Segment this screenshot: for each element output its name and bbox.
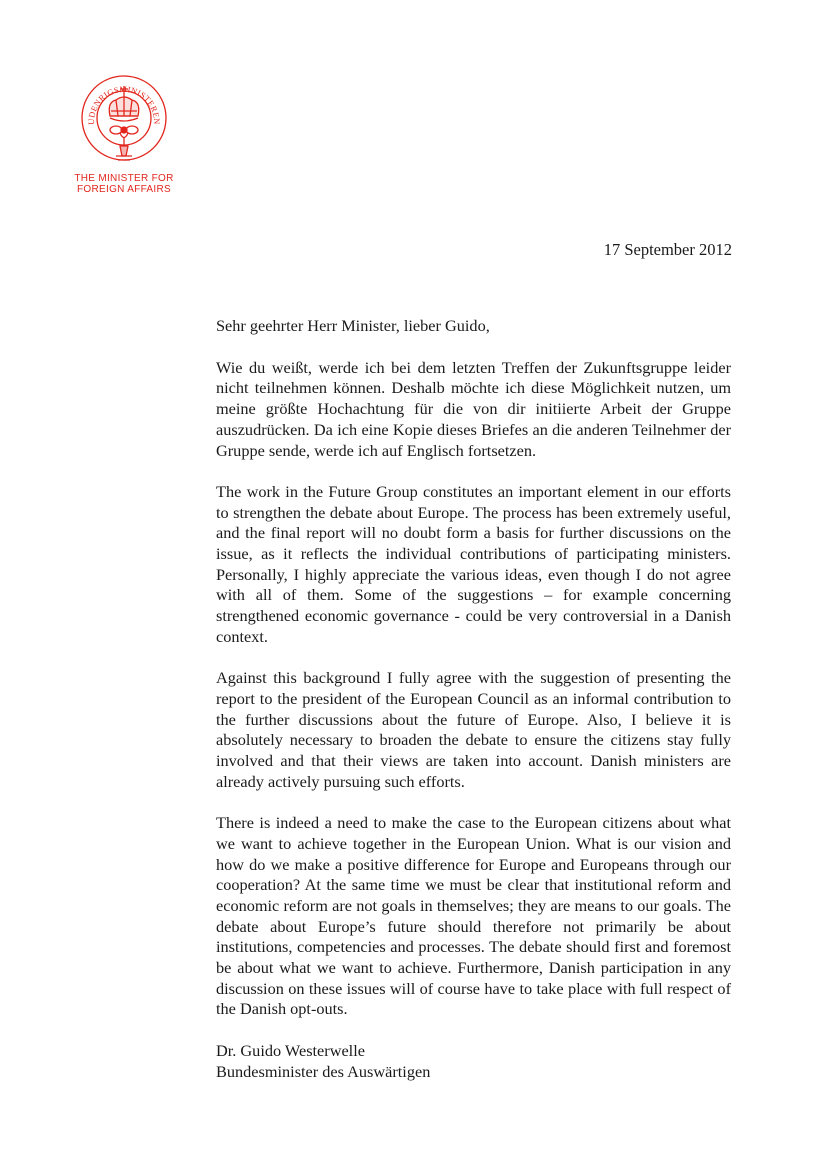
ministry-title-line2: FOREIGN AFFAIRS xyxy=(77,184,171,195)
ministry-title-line1: THE MINISTER FOR xyxy=(74,173,174,184)
recipient-block xyxy=(216,1041,731,1082)
paragraph-4: There is indeed a need to make the case to the European citizens about what we want to achieve together in the European Union. What is our vision and how do we make a positive difference for Europe and Europeans through our cooperation? At the same time we must be clear that institutional reform and economic reform are not goals in themselves; they are means to our goals. The debate about Europe’s future should therefore not primarily be about institutions, competencies and processes. The debate should first and foremost be about what we want to achieve. Furthermore, Danish participation in any discussion on these issues will of course have to take place with full respect of the Danish opt-outs. xyxy=(216,813,731,1019)
salutation: Sehr geehrter Herr Minister, lieber Guido, xyxy=(216,316,490,335)
paragraph-1: Wie du weißt, werde ich bei dem letzten Treffen der Zukunftsgruppe leider nicht teilnehmen können. Deshalb möchte ich diese Möglichkeit nutzen, um meine größte Hochachtung für die von dir initiierte Arbeit der Gruppe auszudrücken. Da ich eine Kopie dieses Briefes an die anderen Teilnehmer der Gruppe sende, werde ich auf Englisch fortsetzen. xyxy=(216,357,731,460)
paragraph-3: Against this background I fully agree with the suggestion of presenting the report to the president of the European Council as an informal contribution to the further discussions about the future of Europe. Also, I believe it is absolutely necessary to broaden the debate to ensure the citizens stay fully involved and that their views are taken into account. Danish ministers are already actively pursuing such efforts. xyxy=(216,668,731,791)
recipient-name: Dr. Guido Westerwelle xyxy=(216,1041,365,1061)
seal-text: UDENRIGSMINISTEREN xyxy=(86,84,162,125)
ministry-title xyxy=(60,173,188,195)
letter-date: 17 September 2012 xyxy=(603,240,732,259)
paragraph-2: The work in the Future Group constitutes an important element in our efforts to strengthen the debate about Europe. The process has been extremely useful, and the final report will no doubt form a basis for further discussions on the issue, as it reflects the individual contributions of participating ministers. Personally, I highly appreciate the various ideas, even though I do not agree with all of them. Some of the suggestions – for example concerning strengthened economic governance - could be very controversial in a Danish context. xyxy=(216,481,731,646)
recipient-title: Bundesminister des Auswärtigen xyxy=(216,1061,431,1081)
letter-body xyxy=(216,316,731,1083)
crown-seal-logo xyxy=(80,72,168,164)
